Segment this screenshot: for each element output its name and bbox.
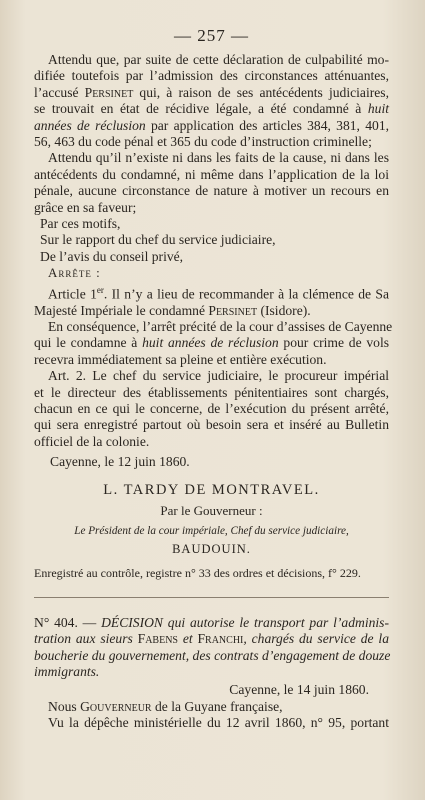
text-line: qui sera enregistré partout où besoin sera et inséré au Bulletin — [34, 417, 389, 433]
arrete-label: Arrête : — [48, 265, 101, 281]
article-1 — [34, 282, 389, 319]
text-line — [34, 648, 389, 664]
registration-note: Enregistré au contrôle, registre n° 33 des ordres et décisions, f° 229. — [34, 565, 361, 580]
text-line: qui le condamne à huit années de réclusion pour crime de vols — [34, 335, 390, 351]
italic-text: tration aux sieurs — [34, 631, 138, 647]
decision-heading — [34, 615, 389, 681]
text-line — [34, 631, 389, 647]
text-line: Attendu qu’il n’existe ni dans les faits de la cause, ni dans les — [48, 150, 389, 166]
text-line: Nous Gouverneur de la Guyane française, — [48, 698, 283, 714]
text-line: 56, 463 du code pénal et 365 du code d’instruction criminelle; — [34, 134, 372, 150]
italic-text: immigrants. — [34, 663, 100, 679]
small-caps-name: Fabens — [137, 631, 178, 647]
italic-text: , chargés du service de la — [243, 631, 390, 647]
motifs-line-3: De l’avis du conseil privé, — [40, 248, 184, 264]
italic-text: boucherie du gouvernement, des contrats d’engagement de douze — [34, 647, 391, 663]
signature: L. TARDY DE MONTRAVEL. — [103, 481, 320, 498]
text-line: et le directeur des établissements pénitentiaires sont chargés, — [34, 384, 389, 400]
small-caps-name: Persinet — [208, 302, 258, 318]
italic-text: et — [177, 631, 198, 647]
small-caps-name: Persinet — [84, 84, 134, 100]
attendu-paragraph-1 — [34, 52, 389, 150]
nous-line — [34, 699, 389, 715]
page-number: — 257 — — [174, 26, 249, 45]
text-line: officiel de la colonie. — [34, 433, 150, 449]
consequence-paragraph — [34, 319, 393, 368]
motifs-line-1: Par ces motifs, — [40, 216, 121, 232]
text-line: l’accusé Persinet qui, à raison de ses antécédents judiciaires, — [34, 84, 389, 100]
italic-text: années de réclusion — [34, 117, 146, 133]
text-line: recevra immédiatement sa pleine et entière exécution. — [34, 351, 327, 367]
text-line: N° 404. — DÉCISION qui autorise le transport par l’adminis- — [34, 614, 389, 630]
section-divider — [34, 597, 389, 598]
superscript: er — [96, 284, 104, 295]
text-line — [34, 664, 389, 680]
date-line: Cayenne, le 12 juin 1860. — [50, 454, 190, 470]
governor-label: Par le Gouverneur : — [160, 502, 263, 518]
text-line: chacun en ce qui le concerne, de l’exécution du présent arrêté, — [34, 401, 389, 417]
attendu-paragraph-2 — [34, 150, 389, 216]
text-line: Attendu que, par suite de cette déclaration de culpabilité mo- — [48, 52, 389, 67]
text-line: pénale, aucune circonstance de nature à motiver un recours en — [34, 183, 389, 199]
president-line: Le Président de la cour impériale, Chef du service judiciaire, — [74, 524, 349, 537]
italic-text: DÉCISION qui autorise le transport par l’adminis- — [101, 614, 389, 630]
small-caps-name: Gouverneur — [80, 698, 152, 714]
italic-text: huit années de réclusion — [142, 335, 279, 351]
small-caps-name: Franchi — [197, 631, 244, 647]
italic-text: huit — [367, 101, 389, 117]
text-line: années de réclusion par application des articles 384, 381, 401, — [34, 117, 390, 133]
motifs-line-2: Sur le rapport du chef du service judiciaire, — [40, 232, 276, 248]
text-line: difiée toutefois par l’admission des circonstances atténuantes, — [34, 68, 389, 84]
text-line: Article 1er. Il n’y a lieu de recommander à la clémence de Sa — [48, 284, 390, 302]
text-line: Majesté Impériale le condamné Persinet (Isidore). — [34, 302, 311, 318]
text-line: antécédents du condamné, ni même dans l’application de la loi — [34, 166, 389, 182]
text-line: Art. 2. Le chef du service judiciaire, le procureur impérial — [48, 368, 389, 384]
baudouin-signature: BAUDOUIN. — [172, 541, 251, 556]
text-line: se trouvait en état de récidive légale, a été condamné à huit — [34, 101, 389, 117]
article-2 — [34, 368, 389, 450]
text-line: grâce en sa faveur; — [34, 199, 137, 215]
vu-line: Vu la dépêche ministérielle du 12 avril 1860, n° 95, portant — [48, 715, 389, 731]
text-line: En conséquence, l’arrêt précité de la cour d’assises de Cayenne — [48, 319, 393, 335]
motifs-block — [34, 216, 389, 265]
decision-date: Cayenne, le 14 juin 1860. — [229, 682, 369, 698]
